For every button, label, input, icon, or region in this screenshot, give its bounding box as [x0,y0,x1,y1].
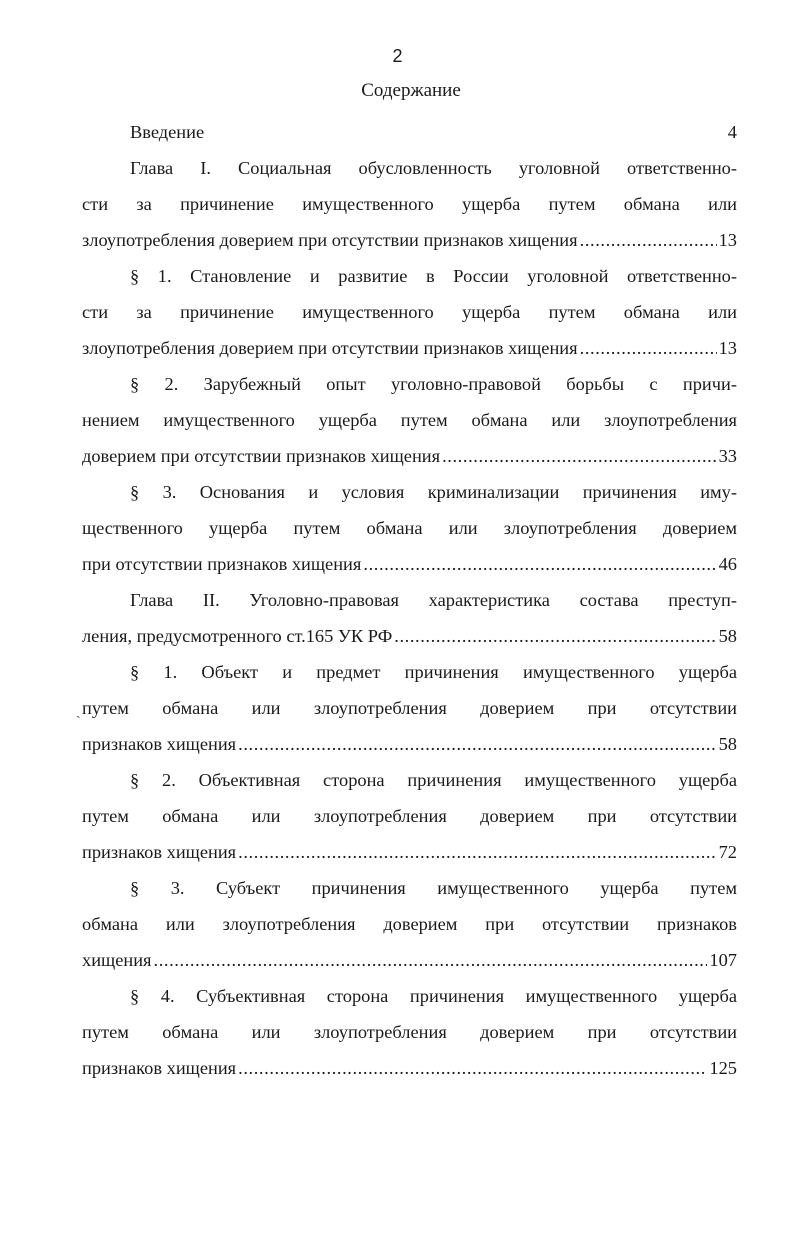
toc-entry-intro [82,114,737,150]
toc-entry-page: 13 [718,230,737,250]
toc-entry-text: Введение [130,122,205,142]
toc-entry-page: 46 [718,554,737,574]
toc-entry-line: сти за причинение имущественного ущерба путем обмана или [82,194,737,214]
dot-leader [238,834,716,870]
toc-entry [82,582,737,654]
toc-entry-line: сти за причинение имущественного ущерба путем обмана или [82,302,737,322]
toc-entry-page: 4 [727,122,737,142]
toc-entry-line [82,1050,737,1086]
dot-leader [238,1050,707,1086]
toc-entry-line: путем обмана или злоупотребления доверием при отсутствии [82,698,737,718]
toc-entry-line [82,222,737,258]
toc-entry-line: § 1. Объект и предмет причинения имущественного ущерба [130,662,737,682]
toc-entry-line [82,726,737,762]
dot-leader [580,222,717,258]
toc-entries [82,150,737,1086]
toc-entry-page: 58 [718,734,737,754]
dot-leader [238,726,716,762]
toc-entry-text: доверием при отсутствии признаков хищения [82,446,441,466]
toc-entry-text: ления, предусмотренного ст.165 УК РФ [82,626,393,646]
toc-entry [82,366,737,474]
toc-entry-line: обмана или злоупотребления доверием при отсутствии признаков [82,914,737,934]
toc-entry-line: § 3. Субъект причинения имущественного ущерба путем [130,878,737,898]
toc-entry-text: при отсутствии признаков хищения [82,554,362,574]
toc-entry-line [82,330,737,366]
toc-title: Содержание [361,80,461,101]
toc-entry-line [82,618,737,654]
page-number: 2 [392,46,403,66]
toc-entry [82,654,737,762]
toc-entry [82,870,737,978]
toc-entry-page: 13 [718,338,737,358]
toc-entry-line [82,834,737,870]
toc-entry-page: 72 [718,842,737,862]
toc-entry-line [82,546,737,582]
toc-entry-line [82,942,737,978]
toc-entry-page: 58 [718,626,737,646]
toc-entry-line: нением имущественного ущерба путем обмана или злоупотребления [82,410,737,430]
toc-entry [82,258,737,366]
table-of-contents [82,114,737,1086]
toc-entry-line: Глава II. Уголовно-правовая характеристика состава преступ- [130,590,737,610]
toc-entry-text: признаков хищения [82,1058,237,1078]
toc-entry-line: § 4. Субъективная сторона причинения имущественного ущерба [130,986,737,1006]
toc-entry [82,762,737,870]
dot-leader [442,438,717,474]
toc-entry-page: 33 [718,446,737,466]
toc-entry [82,150,737,258]
toc-entry-line: § 2. Объективная сторона причинения имущественного ущерба [130,770,737,790]
toc-entry-text: злоупотребления доверием при отсутствии признаков хищения [82,338,578,358]
toc-entry-text: злоупотребления доверием при отсутствии признаков хищения [82,230,578,250]
toc-entry [82,978,737,1086]
toc-entry-line: путем обмана или злоупотребления доверием при отсутствии [82,806,737,826]
toc-entry-page: 125 [709,1058,737,1078]
toc-entry-text: признаков хищения [82,734,237,754]
toc-entry-line: путем обмана или злоупотребления доверием при отсутствии [82,1022,737,1042]
toc-entry [82,474,737,582]
toc-entry-line: § 2. Зарубежный опыт уголовно-правовой борьбы с причи- [130,374,737,394]
toc-entry-text: хищения [82,950,152,970]
toc-entry-line: Глава I. Социальная обусловленность уголовной ответственно- [130,158,737,178]
dot-leader [154,942,708,978]
toc-entry-text: признаков хищения [82,842,237,862]
toc-entry-page: 107 [709,950,737,970]
dot-leader [394,618,716,654]
toc-entry-line [82,438,737,474]
dot-leader [580,330,717,366]
toc-entry-line: § 3. Основания и условия криминализации причинения иму- [130,482,737,502]
dot-leader [363,546,716,582]
scan-speck: ˎ [76,704,81,719]
toc-entry-line: щественного ущерба путем обмана или злоупотребления доверием [82,518,737,538]
toc-entry-line: § 1. Становление и развитие в России уголовной ответственно- [130,266,737,286]
